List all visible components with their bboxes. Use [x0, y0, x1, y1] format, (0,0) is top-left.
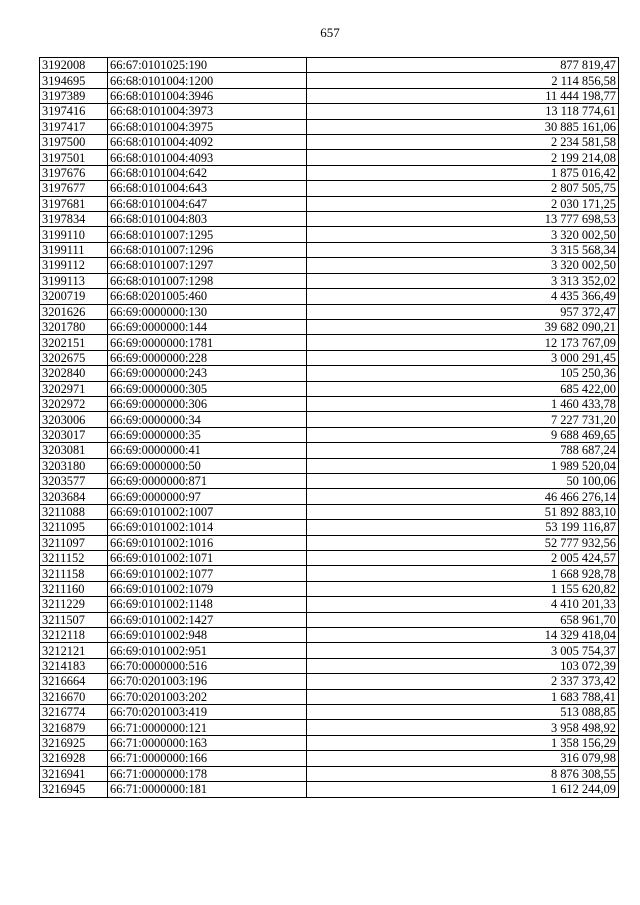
cadastral-number-cell: 66:68:0101007:1298 [108, 273, 307, 288]
object-id-cell: 3216774 [40, 705, 108, 720]
cadastral-number-cell: 66:69:0101002:1079 [108, 581, 307, 596]
object-id-cell: 3199112 [40, 258, 108, 273]
table-row [40, 689, 619, 704]
cadastral-value-cell: 3 000 291,45 [307, 350, 619, 365]
cadastral-number-cell: 66:69:0101002:1071 [108, 551, 307, 566]
object-id-cell: 3202151 [40, 335, 108, 350]
table-row [40, 319, 619, 334]
cadastral-value-cell: 1 875 016,42 [307, 165, 619, 180]
table-row [40, 273, 619, 288]
table-row [40, 212, 619, 227]
table-row [40, 366, 619, 381]
object-id-cell: 3194695 [40, 73, 108, 88]
table-row [40, 674, 619, 689]
cadastral-number-cell: 66:71:0000000:178 [108, 766, 307, 781]
cadastral-value-cell: 8 876 308,55 [307, 766, 619, 781]
cadastral-number-cell: 66:68:0101004:4093 [108, 150, 307, 165]
cadastral-number-cell: 66:69:0000000:228 [108, 350, 307, 365]
table-row [40, 227, 619, 242]
cadastral-number-cell: 66:68:0101004:803 [108, 212, 307, 227]
table-row [40, 504, 619, 519]
cadastral-number-cell: 66:68:0101004:1200 [108, 73, 307, 88]
table-row [40, 473, 619, 488]
table-row [40, 73, 619, 88]
cadastral-value-cell: 2 114 856,58 [307, 73, 619, 88]
table-row [40, 643, 619, 658]
cadastral-number-cell: 66:68:0101004:3946 [108, 88, 307, 103]
cadastral-value-cell: 513 088,85 [307, 705, 619, 720]
object-id-cell: 3202675 [40, 350, 108, 365]
cadastral-number-cell: 66:68:0201005:460 [108, 289, 307, 304]
object-id-cell: 3216664 [40, 674, 108, 689]
object-id-cell: 3214183 [40, 658, 108, 673]
table-row [40, 88, 619, 103]
table-row [40, 381, 619, 396]
table-row [40, 181, 619, 196]
cadastral-number-cell: 66:67:0101025:190 [108, 58, 307, 73]
cadastral-value-cell: 50 100,06 [307, 473, 619, 488]
cadastral-number-cell: 66:69:0101002:1007 [108, 504, 307, 519]
table-row [40, 443, 619, 458]
table-row [40, 581, 619, 596]
object-id-cell: 3216670 [40, 689, 108, 704]
table-row [40, 520, 619, 535]
cadastral-value-cell: 2 234 581,58 [307, 135, 619, 150]
cadastral-number-cell: 66:69:0000000:144 [108, 319, 307, 334]
table-row [40, 350, 619, 365]
object-id-cell: 3203577 [40, 473, 108, 488]
table-row [40, 458, 619, 473]
table-row [40, 196, 619, 211]
cadastral-value-cell: 12 173 767,09 [307, 335, 619, 350]
object-id-cell: 3203006 [40, 412, 108, 427]
object-id-cell: 3201626 [40, 304, 108, 319]
cadastral-value-cell: 53 199 116,87 [307, 520, 619, 535]
cadastral-number-cell: 66:69:0000000:34 [108, 412, 307, 427]
cadastral-number-cell: 66:69:0000000:41 [108, 443, 307, 458]
cadastral-number-cell: 66:68:0101004:3975 [108, 119, 307, 134]
object-id-cell: 3199113 [40, 273, 108, 288]
cadastral-number-cell: 66:69:0000000:305 [108, 381, 307, 396]
cadastral-value-cell: 957 372,47 [307, 304, 619, 319]
object-id-cell: 3197389 [40, 88, 108, 103]
table-row [40, 58, 619, 73]
object-id-cell: 3197677 [40, 181, 108, 196]
object-id-cell: 3201780 [40, 319, 108, 334]
cadastral-value-cell: 30 885 161,06 [307, 119, 619, 134]
cadastral-value-cell: 14 329 418,04 [307, 628, 619, 643]
cadastral-value-cell: 13 118 774,61 [307, 104, 619, 119]
object-id-cell: 3199110 [40, 227, 108, 242]
table-row [40, 119, 619, 134]
cadastral-value-cell: 1 155 620,82 [307, 581, 619, 596]
cadastral-value-cell: 103 072,39 [307, 658, 619, 673]
table-row [40, 150, 619, 165]
object-id-cell: 3197834 [40, 212, 108, 227]
cadastral-value-cell: 2 199 214,08 [307, 150, 619, 165]
object-id-cell: 3203081 [40, 443, 108, 458]
table-row [40, 612, 619, 627]
cadastral-number-cell: 66:68:0101004:643 [108, 181, 307, 196]
cadastral-value-cell: 105 250,36 [307, 366, 619, 381]
cadastral-number-cell: 66:69:0101002:1427 [108, 612, 307, 627]
object-id-cell: 3211088 [40, 504, 108, 519]
object-id-cell: 3211158 [40, 566, 108, 581]
cadastral-number-cell: 66:71:0000000:163 [108, 735, 307, 750]
cadastral-number-cell: 66:70:0201003:196 [108, 674, 307, 689]
cadastral-number-cell: 66:70:0201003:419 [108, 705, 307, 720]
object-id-cell: 3203180 [40, 458, 108, 473]
object-id-cell: 3197416 [40, 104, 108, 119]
table-row [40, 535, 619, 550]
cadastral-value-cell: 13 777 698,53 [307, 212, 619, 227]
table-row [40, 135, 619, 150]
cadastral-value-cell: 46 466 276,14 [307, 489, 619, 504]
object-id-cell: 3212121 [40, 643, 108, 658]
cadastral-value-cell: 1 358 156,29 [307, 735, 619, 750]
object-id-cell: 3197501 [40, 150, 108, 165]
cadastral-value-cell: 7 227 731,20 [307, 412, 619, 427]
cadastral-number-cell: 66:68:0101004:3973 [108, 104, 307, 119]
cadastral-value-cell: 2 005 424,57 [307, 551, 619, 566]
cadastral-number-cell: 66:69:0101002:1016 [108, 535, 307, 550]
cadastral-number-cell: 66:70:0201003:202 [108, 689, 307, 704]
object-id-cell: 3211507 [40, 612, 108, 627]
cadastral-value-cell: 4 435 366,49 [307, 289, 619, 304]
table-row [40, 720, 619, 735]
cadastral-value-cell: 39 682 090,21 [307, 319, 619, 334]
cadastral-number-cell: 66:71:0000000:181 [108, 782, 307, 797]
cadastral-value-cell: 3 320 002,50 [307, 258, 619, 273]
object-id-cell: 3197681 [40, 196, 108, 211]
table-row [40, 751, 619, 766]
cadastral-number-cell: 66:69:0101002:1077 [108, 566, 307, 581]
cadastral-number-cell: 66:71:0000000:121 [108, 720, 307, 735]
cadastral-value-cell: 1 668 928,78 [307, 566, 619, 581]
object-id-cell: 3211095 [40, 520, 108, 535]
table-row [40, 628, 619, 643]
cadastral-value-cell: 4 410 201,33 [307, 597, 619, 612]
cadastral-value-cell: 1 612 244,09 [307, 782, 619, 797]
cadastral-number-cell: 66:69:0000000:243 [108, 366, 307, 381]
cadastral-value-cell: 2 337 373,42 [307, 674, 619, 689]
table-row [40, 658, 619, 673]
cadastral-value-cell: 1 460 433,78 [307, 396, 619, 411]
cadastral-number-cell: 66:68:0101007:1297 [108, 258, 307, 273]
cadastral-value-cell: 1 683 788,41 [307, 689, 619, 704]
cadastral-value-cell: 2 030 171,25 [307, 196, 619, 211]
object-id-cell: 3216925 [40, 735, 108, 750]
cadastral-value-cell: 316 079,98 [307, 751, 619, 766]
cadastral-number-cell: 66:69:0000000:97 [108, 489, 307, 504]
cadastral-value-cell: 685 422,00 [307, 381, 619, 396]
object-id-cell: 3216941 [40, 766, 108, 781]
object-id-cell: 3202840 [40, 366, 108, 381]
table-row [40, 489, 619, 504]
table-row [40, 735, 619, 750]
cadastral-number-cell: 66:68:0101004:4092 [108, 135, 307, 150]
object-id-cell: 3211097 [40, 535, 108, 550]
table-row [40, 165, 619, 180]
table-row [40, 335, 619, 350]
object-id-cell: 3216928 [40, 751, 108, 766]
object-id-cell: 3211229 [40, 597, 108, 612]
cadastral-value-cell: 877 819,47 [307, 58, 619, 73]
cadastral-value-cell: 51 892 883,10 [307, 504, 619, 519]
cadastral-value-cell: 11 444 198,77 [307, 88, 619, 103]
table-row [40, 104, 619, 119]
table-row [40, 304, 619, 319]
cadastral-value-cell: 658 961,70 [307, 612, 619, 627]
cadastral-value-cell: 788 687,24 [307, 443, 619, 458]
object-id-cell: 3197417 [40, 119, 108, 134]
cadastral-number-cell: 66:68:0101004:642 [108, 165, 307, 180]
cadastral-value-cell: 3 315 568,34 [307, 242, 619, 257]
cadastral-number-cell: 66:69:0000000:871 [108, 473, 307, 488]
object-id-cell: 3216879 [40, 720, 108, 735]
cadastral-number-cell: 66:71:0000000:166 [108, 751, 307, 766]
object-id-cell: 3192008 [40, 58, 108, 73]
cadastral-value-cell: 3 005 754,37 [307, 643, 619, 658]
cadastral-value-cell: 3 320 002,50 [307, 227, 619, 242]
table-row [40, 566, 619, 581]
table-row [40, 242, 619, 257]
table-row [40, 289, 619, 304]
table-row [40, 705, 619, 720]
object-id-cell: 3202972 [40, 396, 108, 411]
table-row [40, 396, 619, 411]
object-id-cell: 3199111 [40, 242, 108, 257]
cadastral-number-cell: 66:69:0101002:1148 [108, 597, 307, 612]
cadastral-value-cell: 3 958 498,92 [307, 720, 619, 735]
cadastral-number-cell: 66:69:0101002:1014 [108, 520, 307, 535]
cadastral-value-table [39, 57, 619, 798]
cadastral-number-cell: 66:69:0000000:50 [108, 458, 307, 473]
page-number: 657 [320, 25, 340, 40]
object-id-cell: 3203017 [40, 427, 108, 442]
cadastral-number-cell: 66:69:0000000:1781 [108, 335, 307, 350]
cadastral-value-cell: 2 807 505,75 [307, 181, 619, 196]
cadastral-number-cell: 66:69:0101002:951 [108, 643, 307, 658]
object-id-cell: 3197500 [40, 135, 108, 150]
object-id-cell: 3216945 [40, 782, 108, 797]
table-row [40, 412, 619, 427]
object-id-cell: 3200719 [40, 289, 108, 304]
table-row [40, 258, 619, 273]
object-id-cell: 3197676 [40, 165, 108, 180]
cadastral-value-cell: 3 313 352,02 [307, 273, 619, 288]
cadastral-value-cell: 52 777 932,56 [307, 535, 619, 550]
table-row [40, 782, 619, 797]
object-id-cell: 3211160 [40, 581, 108, 596]
cadastral-number-cell: 66:69:0000000:35 [108, 427, 307, 442]
object-id-cell: 3211152 [40, 551, 108, 566]
cadastral-value-cell: 9 688 469,65 [307, 427, 619, 442]
cadastral-number-cell: 66:70:0000000:516 [108, 658, 307, 673]
table-row [40, 597, 619, 612]
object-id-cell: 3212118 [40, 628, 108, 643]
table-body [40, 58, 619, 798]
cadastral-number-cell: 66:68:0101004:647 [108, 196, 307, 211]
cadastral-number-cell: 66:69:0000000:130 [108, 304, 307, 319]
object-id-cell: 3203684 [40, 489, 108, 504]
cadastral-value-cell: 1 989 520,04 [307, 458, 619, 473]
table-row [40, 427, 619, 442]
cadastral-number-cell: 66:69:0101002:948 [108, 628, 307, 643]
cadastral-number-cell: 66:69:0000000:306 [108, 396, 307, 411]
table-row [40, 551, 619, 566]
cadastral-number-cell: 66:68:0101007:1296 [108, 242, 307, 257]
cadastral-number-cell: 66:68:0101007:1295 [108, 227, 307, 242]
object-id-cell: 3202971 [40, 381, 108, 396]
table-row [40, 766, 619, 781]
